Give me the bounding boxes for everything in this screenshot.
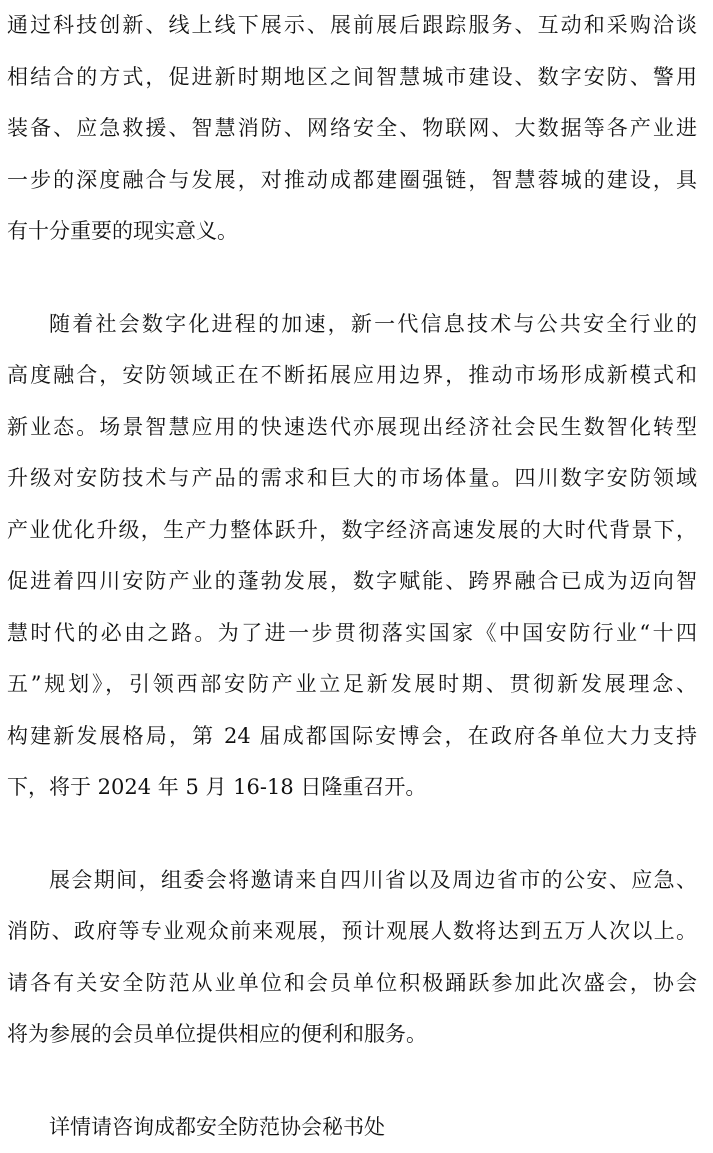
text-line: 相结合的方式，促进新时期地区之间智慧城市建设、数字安防、警用: [7, 52, 697, 104]
contact-line: 详情请咨询成都安全防范协会秘书处: [7, 1102, 697, 1153]
text-line: 一步的深度融合与发展，对推动成都建圈强链，智慧蓉城的建设，具: [7, 155, 697, 207]
text-line: 通过科技创新、线上线下展示、展前展后跟踪服务、互动和采购洽谈: [7, 0, 697, 52]
text-line: 随着社会数字化进程的加速，新一代信息技术与公共安全行业的: [7, 299, 697, 351]
paragraph-2: [7, 299, 697, 814]
document-body: [7, 0, 697, 1153]
text-line: 展会期间，组委会将邀请来自四川省以及周边省市的公安、应急、: [7, 855, 697, 907]
text-line: 下，将于 2024 年 5 月 16-18 日隆重召开。: [7, 762, 697, 814]
text-line: 有十分重要的现实意义。: [7, 206, 697, 258]
text-line: 产业优化升级，生产力整体跃升，数字经济高速发展的大时代背景下，: [7, 505, 697, 557]
text-line: 消防、政府等专业观众前来观展，预计观展人数将达到五万人次以上。: [7, 906, 697, 958]
text-line: 将为参展的会员单位提供相应的便利和服务。: [7, 1009, 697, 1061]
paragraph-4: [7, 1102, 697, 1153]
paragraph-gap: [7, 814, 697, 855]
paragraph-gap: [7, 1061, 697, 1102]
text-line: 促进着四川安防产业的蓬勃发展，数字赋能、跨界融合已成为迈向智: [7, 556, 697, 608]
text-line: 构建新发展格局，第 24 届成都国际安博会，在政府各单位大力支持: [7, 711, 697, 763]
paragraph-1: [7, 0, 697, 258]
text-line: 新业态。场景智慧应用的快速迭代亦展现出经济社会民生数智化转型: [7, 402, 697, 454]
text-line: 装备、应急救援、智慧消防、网络安全、物联网、大数据等各产业进: [7, 103, 697, 155]
text-line: 升级对安防技术与产品的需求和巨大的市场体量。四川数字安防领域: [7, 453, 697, 505]
text-line: 五”规划》，引领西部安防产业立足新发展时期、贯彻新发展理念、: [7, 659, 697, 711]
paragraph-3: [7, 855, 697, 1061]
paragraph-gap: [7, 258, 697, 299]
text-line: 高度融合，安防领域正在不断拓展应用边界，推动市场形成新模式和: [7, 350, 697, 402]
text-line: 请各有关安全防范从业单位和会员单位积极踊跃参加此次盛会，协会: [7, 958, 697, 1010]
text-line: 慧时代的必由之路。为了进一步贯彻落实国家《中国安防行业“十四: [7, 608, 697, 660]
